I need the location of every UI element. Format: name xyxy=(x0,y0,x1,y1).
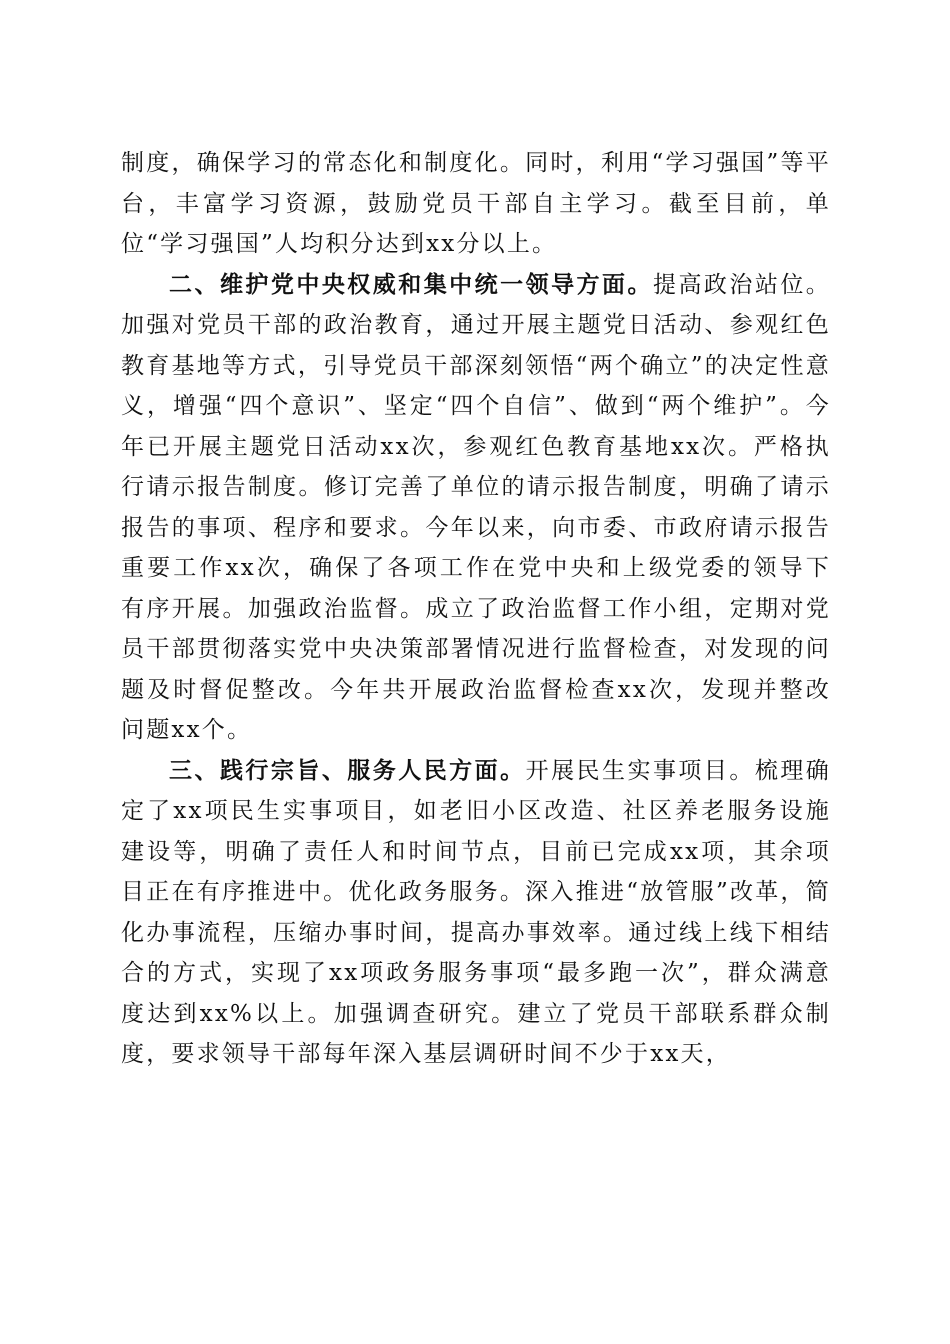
paragraph-text: 开展民生实事项目。梳理确定了xx项民生实事项目，如老旧小区改造、社区养老服务设施建设等，明确了责任人和时间节点，目前已完成xx项，其余项目正在有序推进中。优化政务服务。深入推进“放管服”改革，简化办事流程，压缩办事时间，提高办事效率。通过线上线下相结合的方式，实现了xx项政务服务事项“最多跑一次”，群众满意度达到xx%以上。加强调查研究。建立了党员干部联系群众制度，要求领导干部每年深入基层调研时间不少于xx天， xyxy=(121,757,831,1067)
paragraph-section-two xyxy=(121,265,831,751)
section-heading: 三、践行宗旨、服务人民方面。 xyxy=(169,756,526,784)
paragraph-continuation xyxy=(121,143,831,265)
paragraph-text: 制度，确保学习的常态化和制度化。同时，利用“学习强国”等平台，丰富学习资源，鼓励党员干部自主学习。截至目前，单位“学习强国”人均积分达到xx分以上。 xyxy=(121,150,831,257)
paragraph-section-three xyxy=(121,751,831,1075)
document-body xyxy=(121,143,831,1075)
section-heading: 二、维护党中央权威和集中统一领导方面。 xyxy=(169,270,653,298)
paragraph-text: 提高政治站位。加强对党员干部的政治教育，通过开展主题党日活动、参观红色教育基地等方式，引导党员干部深刻领悟“两个确立”的决定性意义，增强“四个意识”、坚定“四个自信”、做到“两个维护”。今年已开展主题党日活动xx次，参观红色教育基地xx次。严格执行请示报告制度。修订完善了单位的请示报告制度，明确了请示报告的事项、程序和要求。今年以来，向市委、市政府请示报告重要工作xx次，确保了各项工作在党中央和上级党委的领导下有序开展。加强政治监督。成立了政治监督工作小组，定期对党员干部贯彻落实党中央决策部署情况进行监督检查，对发现的问题及时督促整改。今年共开展政治监督检查xx次，发现并整改问题xx个。 xyxy=(121,271,831,743)
